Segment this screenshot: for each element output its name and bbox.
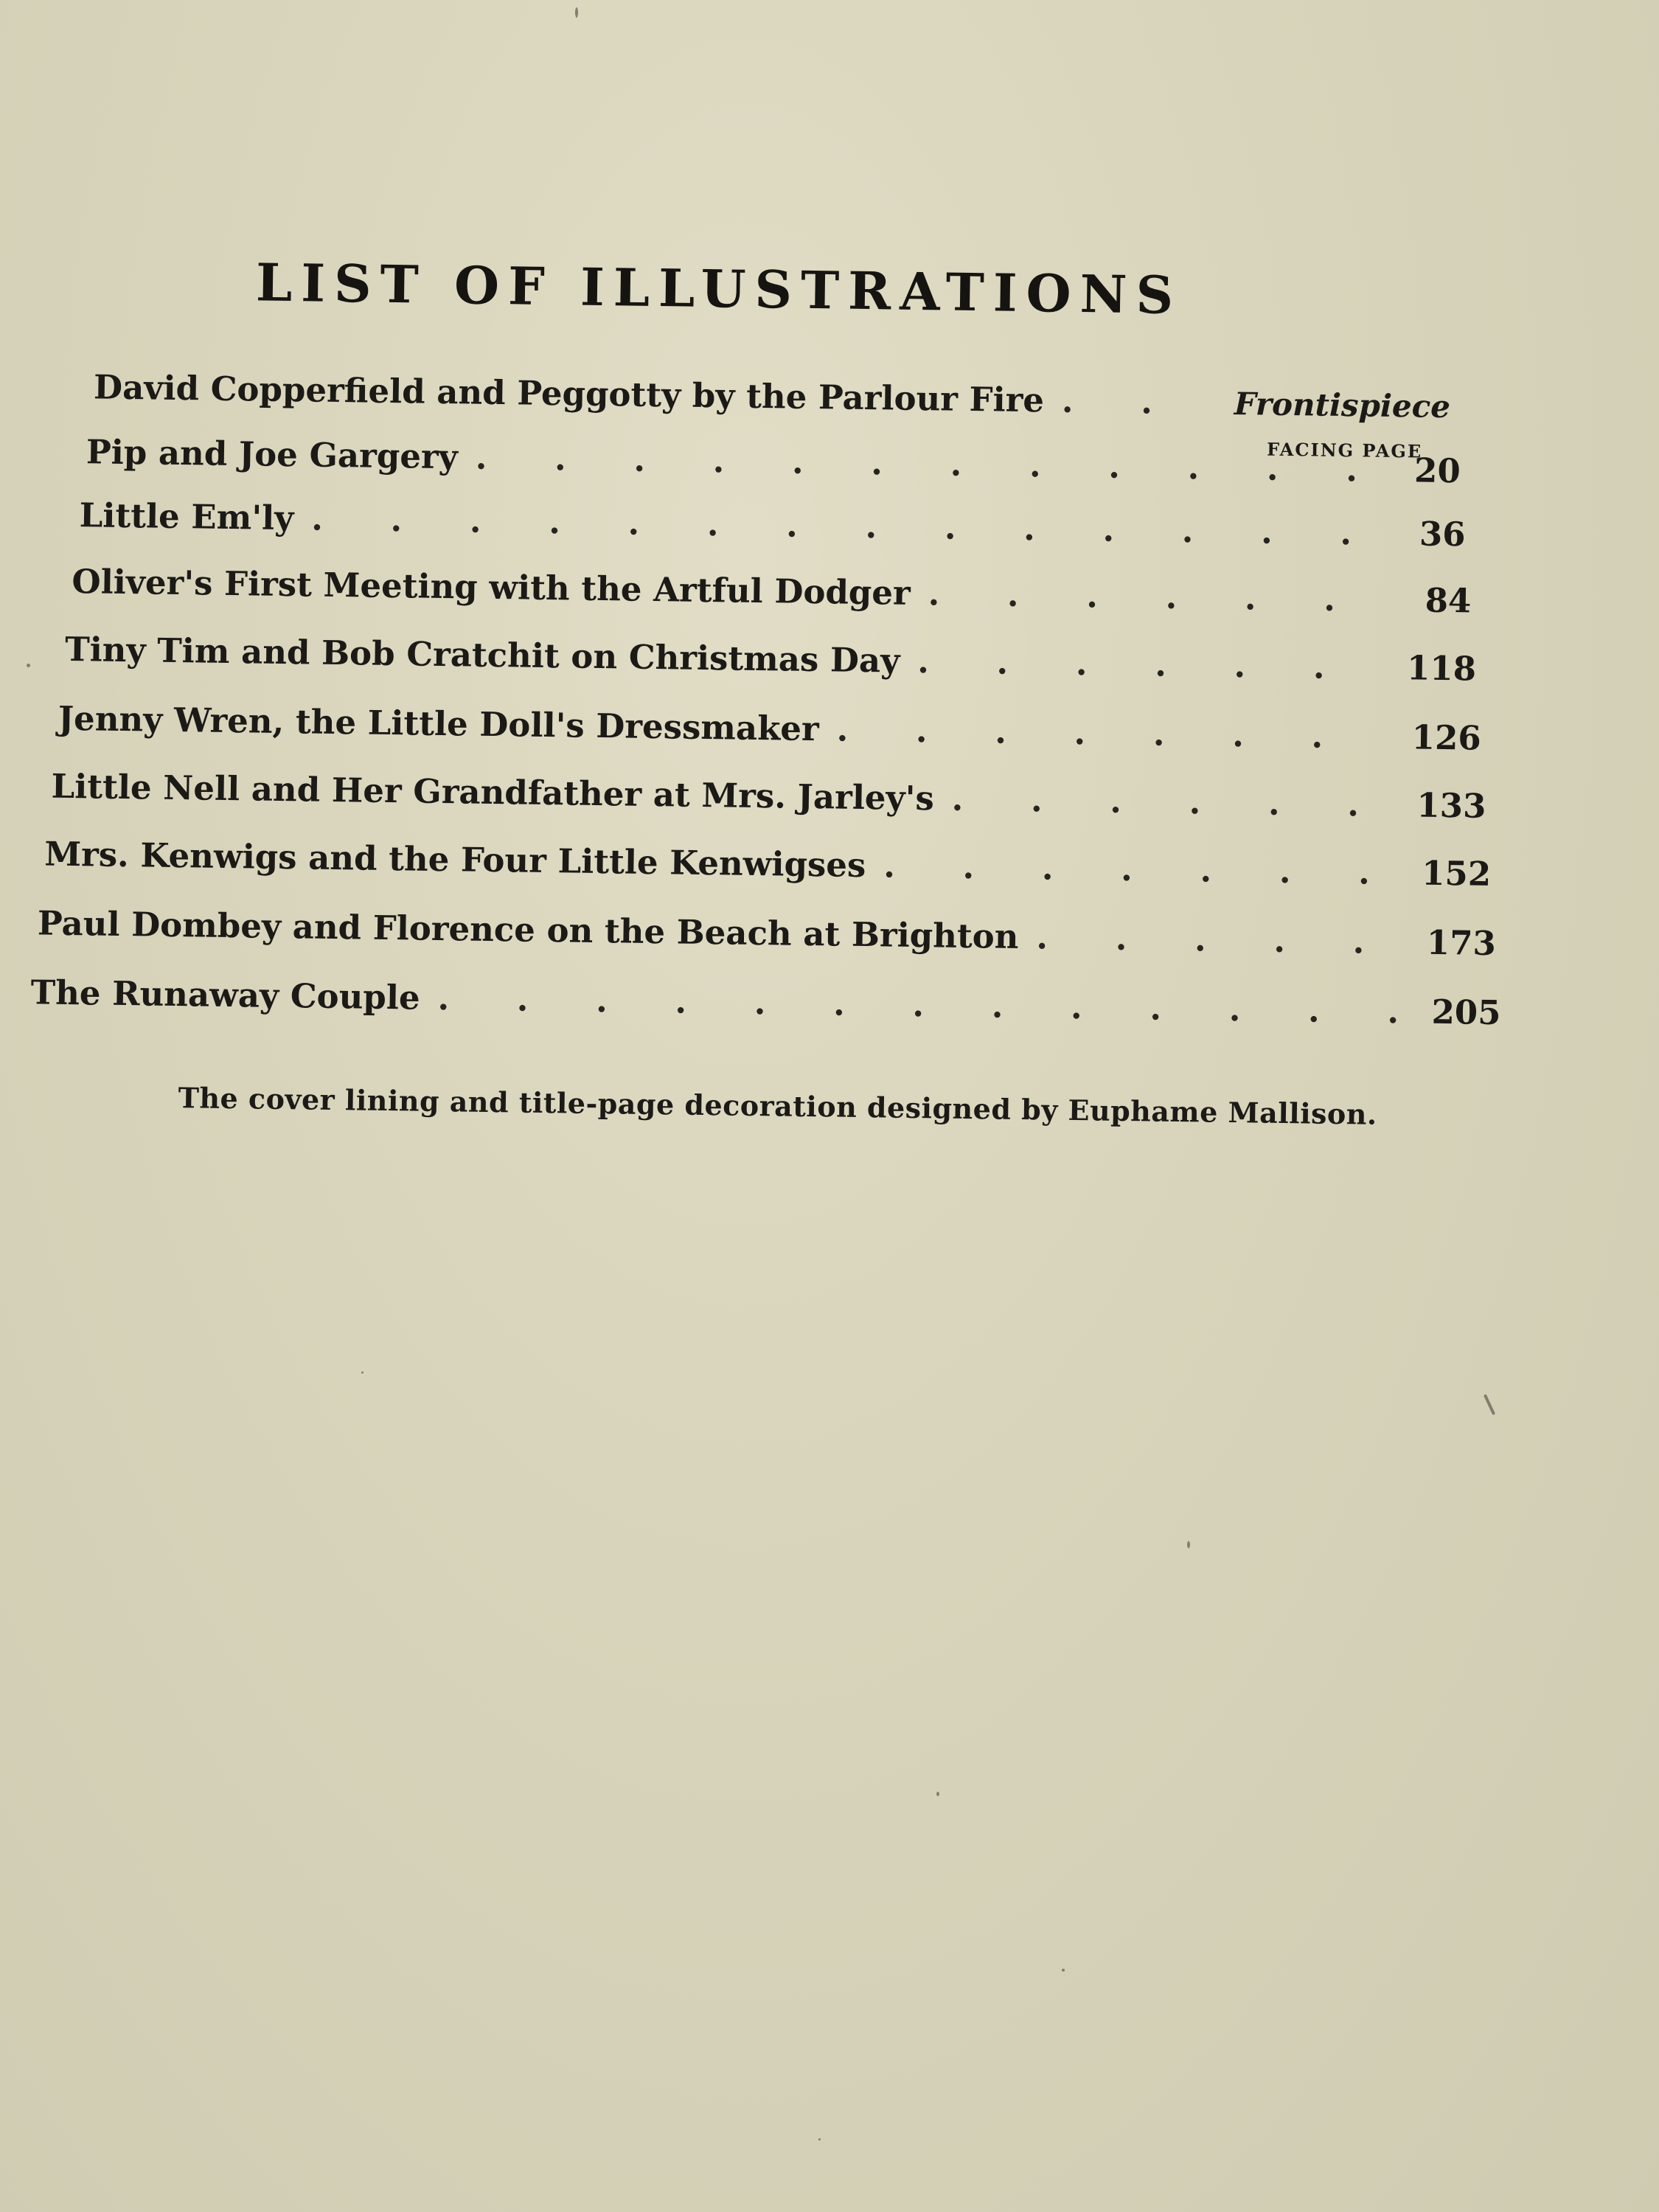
illustration-page: 205 <box>1431 992 1501 1033</box>
illustration-title: David Copperfield and Peggotty by the Parlour Fire <box>93 367 1045 420</box>
dot-leader <box>1062 381 1213 422</box>
dot-leader <box>475 438 1374 490</box>
paper-speck <box>27 664 30 667</box>
illustration-entry <box>58 699 1481 763</box>
illustration-page: 152 <box>1421 853 1492 894</box>
illustration-entry <box>65 630 1477 694</box>
illustration-title: Mrs. Kenwigs and the Four Little Kenwigses <box>44 834 866 886</box>
illustration-entry <box>51 767 1486 831</box>
facing-page-label: FACING PAGE <box>1266 438 1423 462</box>
illustration-title: The Runaway Couple <box>30 973 420 1018</box>
illustration-page: Frontispiece <box>1234 385 1451 425</box>
dot-leader <box>951 779 1394 824</box>
design-credit: The cover lining and title-page decoration designed by Euphame Mallison. <box>178 1081 1377 1131</box>
dot-leader <box>917 641 1385 687</box>
paper-speck <box>575 7 578 18</box>
illustration-page: 133 <box>1416 785 1486 826</box>
illustration-page: 118 <box>1406 648 1477 689</box>
dot-leader <box>883 846 1400 892</box>
illustration-entry <box>79 495 1466 559</box>
illustration-title: Little Nell and Her Grandfather at Mrs. Jarley's <box>51 766 935 818</box>
illustration-entry <box>44 835 1492 899</box>
illustration-entry <box>30 973 1501 1037</box>
illustration-title: Paul Dombey and Florence on the Beach at Brighton <box>37 903 1019 956</box>
illustration-entry <box>94 367 1451 431</box>
illustration-page: 84 <box>1425 580 1472 621</box>
dot-leader <box>928 574 1384 619</box>
illustration-page: 126 <box>1411 717 1482 758</box>
dot-leader <box>437 978 1410 1031</box>
dot-leader <box>311 499 1379 553</box>
illustration-entry <box>72 562 1472 625</box>
illustration-entry <box>86 432 1461 495</box>
illustration-page: 20 <box>1413 451 1461 491</box>
illustration-title: Pip and Joe Gargery <box>86 432 459 477</box>
page-title: LIST OF ILLUSTRATIONS <box>255 251 1183 326</box>
illustration-title: Tiny Tim and Bob Cratchit on Christmas Day <box>64 629 900 681</box>
illustration-entry <box>38 903 1497 968</box>
illustration-title: Little Em'ly <box>79 495 294 538</box>
dot-leader <box>1036 917 1405 961</box>
paper-speck <box>818 2138 821 2140</box>
illustration-title: Oliver's First Meeting with the Artful Dodger <box>72 561 911 613</box>
paper-speck <box>361 1371 364 1374</box>
paper-speck <box>936 1792 939 1796</box>
illustration-page: 36 <box>1419 514 1466 554</box>
paper-speck <box>1062 1969 1065 1972</box>
dot-leader <box>836 709 1390 756</box>
paper-speck <box>1187 1541 1190 1548</box>
illustration-title: Jenny Wren, the Little Doll's Dressmaker <box>58 698 820 749</box>
illustration-page: 173 <box>1426 922 1497 964</box>
